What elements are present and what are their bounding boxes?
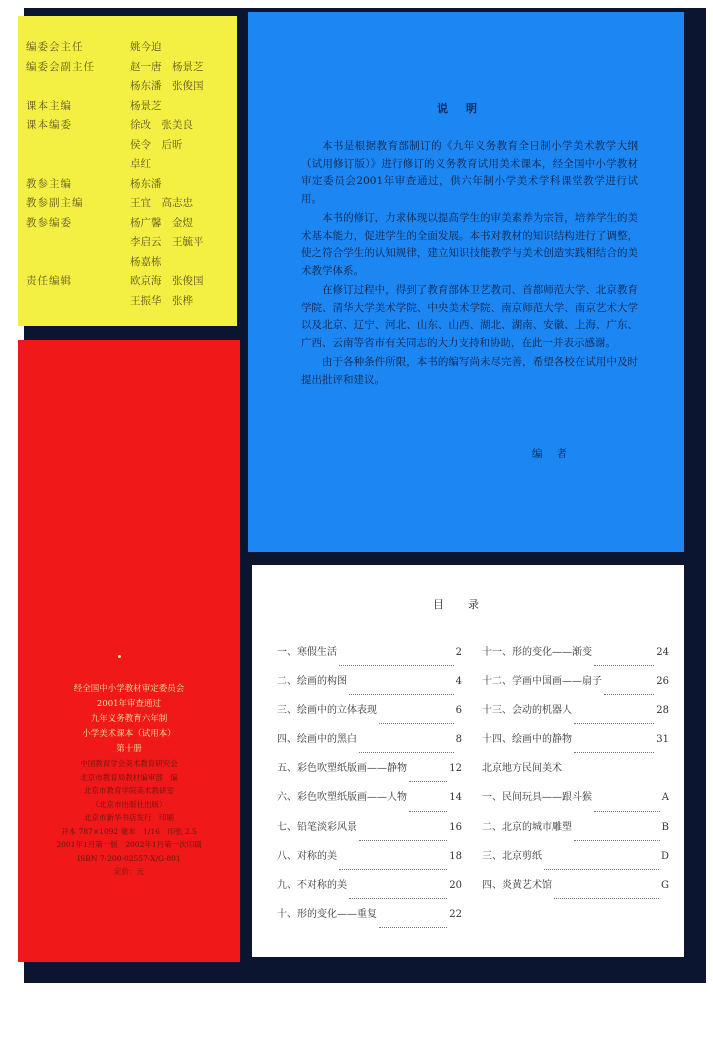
credit-role: 责任编辑: [26, 275, 72, 287]
explanation-signature: 编者: [532, 448, 581, 460]
toc-entry-label: 十二、学画中国画——扇子: [482, 676, 602, 688]
credit-role: 课本编委: [26, 119, 72, 131]
explanation-title: 说明: [437, 102, 495, 115]
credit-names: 侯令 后昕: [130, 138, 183, 151]
toc-entry-page: B: [661, 821, 669, 833]
credits-list: [26, 38, 231, 311]
toc-entry-label: 七、铅笔淡彩风景: [277, 821, 357, 833]
toc-entry-label: 六、彩色吹塑纸版画——人物: [277, 792, 407, 804]
toc-entry: [482, 673, 669, 702]
toc-leader-dots: [349, 877, 447, 899]
toc-leader-dots: [574, 702, 654, 724]
credit-role: 编委会主任: [26, 41, 84, 53]
toc-leader-dots: [339, 644, 454, 666]
imprint-detail-line: 定价：元: [114, 867, 144, 876]
toc-leader-dots: [349, 673, 454, 695]
credit-row: [26, 97, 231, 117]
toc-entry-label: 四、绘画中的黑白: [277, 734, 357, 746]
toc-entry: [482, 848, 669, 877]
credit-names: 杨东潘: [130, 177, 162, 190]
credit-row: [26, 58, 231, 78]
toc-entry-page: 28: [656, 705, 669, 717]
toc-right-column: [482, 644, 669, 906]
credit-role: 课本主编: [26, 99, 72, 112]
credit-role: [26, 77, 130, 97]
toc-entry-label: 十一、形的变化——渐变: [482, 647, 592, 658]
credit-names: 姚今迫: [130, 41, 162, 53]
toc-entry-label: 二、绘画的构图: [277, 676, 347, 688]
toc-leader-dots: [379, 906, 447, 928]
credit-names: 欧京海 张俊国: [130, 275, 204, 287]
toc-entry-label: 一、寒假生活: [277, 647, 337, 658]
explanation-body: [301, 138, 638, 391]
imprint-detail-line: 开本 787×1092 毫米 1/16 印张 2.5: [61, 826, 197, 836]
credit-row: [26, 194, 231, 214]
credit-role: [26, 292, 130, 312]
toc-leader-dots: [554, 877, 659, 899]
explanation-paragraph: 由于各种条件所限，本书的编写尚未尽完善，希望各校在试用中及时提出批评和建议。: [301, 356, 638, 386]
toc-leader-dots: [544, 848, 659, 870]
imprint-highlight-line: 经全国中小学教材审定委员会: [73, 684, 185, 694]
toc-entry-label: 四、炎黄艺术馆: [482, 879, 552, 891]
toc-entry-page: 20: [449, 879, 462, 891]
credit-row: [26, 233, 231, 253]
credit-row: [26, 116, 231, 136]
credit-row: [26, 292, 231, 312]
credit-role: 编委会副主任: [26, 60, 95, 73]
toc-entry-page: 14: [449, 792, 462, 804]
toc-entry-page: G: [661, 879, 669, 891]
toc-entry-page: 16: [449, 821, 462, 833]
credit-row: [26, 272, 231, 292]
toc-entry-page: 8: [455, 734, 462, 746]
toc-leader-dots: [379, 702, 454, 724]
toc-leader-dots: [574, 731, 654, 753]
toc-entry-page: 22: [449, 908, 462, 920]
imprint-detail-line: 北京市教育学院美术教研室: [84, 786, 174, 795]
toc-entry: [277, 848, 462, 877]
toc-entry: [277, 760, 462, 789]
credit-row: [26, 77, 231, 97]
toc-entry: [277, 789, 462, 818]
credit-role: [26, 253, 130, 273]
toc-entry: [482, 789, 669, 818]
imprint-detail-line: （北京市出版社出版）: [91, 799, 167, 809]
imprint-detail-line: 北京市新华书店发行 印刷: [84, 813, 174, 822]
toc-entry-page: 24: [656, 647, 669, 658]
toc-entry-page: 26: [656, 676, 669, 688]
toc-entry-label: 三、绘画中的立体表现: [277, 705, 377, 717]
credit-names: 杨东潘 张俊国: [130, 80, 204, 92]
imprint-highlight-line: 2001年审查通过: [96, 699, 162, 709]
explanation-paragraph: 在修订过程中，得到了教育部体卫艺教司、首都师范大学、北京教育学院、清华大学美术学院、中央美术学院、南京师范大学、南京艺术大学以及北京、辽宁、河北、山东、山西、湖北、湖南、安徽、上海、广东、广西、云南等省市有关同志的大力支持和协助，在此一并表示感谢。: [301, 284, 638, 349]
toc-left-column: [277, 644, 462, 935]
toc-entry-label: 十、形的变化——重复: [277, 908, 377, 920]
credit-role: 教参副主编: [26, 197, 84, 209]
toc-leader-dots: [574, 819, 660, 841]
toc-leader-dots: [359, 731, 454, 753]
right-margin: [706, 0, 713, 1037]
toc-entry: [277, 877, 462, 906]
credit-role: [26, 155, 130, 175]
imprint-detail-line: 2001年1月第一版 2002年1月第一次印刷: [56, 840, 202, 849]
decorative-dot: [118, 655, 121, 658]
toc-entry-page: 6: [455, 705, 462, 717]
toc-entry: [482, 644, 669, 673]
imprint-detail-line: ISBN 7-200-02557-X/G·801: [77, 853, 181, 863]
credit-role: 教参编委: [26, 216, 72, 229]
toc-leader-dots: [409, 789, 447, 811]
toc-entry: [277, 673, 462, 702]
imprint-highlight-line: 九年义务教育六年制: [90, 714, 168, 724]
toc-entry: [277, 731, 462, 760]
toc-entry-page: 12: [449, 763, 462, 775]
credit-role: [26, 136, 130, 156]
credit-names: 王宜 高志忠: [130, 197, 193, 209]
toc-entry-page: A: [661, 792, 669, 804]
toc-entry: [482, 819, 669, 848]
credit-names: 李启云 王毓平: [130, 236, 204, 248]
credit-role: [26, 233, 130, 253]
credit-names: 徐改 张美良: [130, 119, 193, 131]
toc-entry-label: 八、对称的美: [277, 850, 337, 862]
credit-row: [26, 38, 231, 58]
toc-leader-dots: [409, 760, 447, 782]
explanation-paragraph: 本书的修订，力求体现以提高学生的审美素养为宗旨，培养学生的美术基本能力，促进学生的全面发展。本书对教材的知识结构进行了调整，使之符合学生的认知规律，建立知识技能教学与美术创造实践相结合的美术教学体系。: [301, 212, 638, 277]
credit-row: [26, 155, 231, 175]
imprint-detail-line: 北京市教育局教材编审部 编: [80, 772, 178, 782]
toc-title: 目录: [433, 598, 503, 611]
toc-entry: [277, 644, 462, 673]
credit-row: [26, 214, 231, 234]
toc-entry-label: 十四、绘画中的静物: [482, 734, 572, 746]
credit-names: 杨景芝: [130, 99, 162, 112]
toc-entry-label: 十三、会动的机器人: [482, 705, 572, 717]
credit-row: [26, 136, 231, 156]
toc-entry: [277, 906, 462, 935]
toc-entry: [277, 819, 462, 848]
toc-entry: [482, 702, 669, 731]
credit-names: 王振华 张桦: [130, 294, 193, 307]
toc-entry-label: 二、北京的城市雕塑: [482, 821, 572, 833]
toc-entry-label: 九、不对称的美: [277, 879, 347, 891]
imprint-highlight-line: 第十册: [116, 744, 142, 754]
imprint-detail-line: 中国教育学会美术教育研究会: [80, 759, 178, 768]
toc-entry-page: D: [660, 850, 669, 862]
toc-leader-dots: [594, 644, 654, 666]
toc-entry: [482, 731, 669, 760]
imprint-block: [38, 682, 220, 879]
credit-role: 教参主编: [26, 177, 72, 190]
credit-names: 杨广馨 金煜: [130, 216, 193, 229]
credit-row: [26, 175, 231, 195]
toc-leader-dots: [339, 848, 447, 870]
explanation-paragraph: 本书是根据教育部制订的《九年义务教育全日制小学美术教学大纲（试用修订版）》进行修订的义务教育试用美术课本，经全国中小学教材审定委员会2001年审查通过，供六年制小学美术学科课堂教学进行试用。: [301, 140, 638, 205]
toc-entry-page: 18: [449, 850, 462, 862]
toc-leader-dots: [594, 789, 660, 811]
toc-leader-dots: [604, 673, 654, 695]
credit-names: 赵一唐 杨景芝: [130, 60, 204, 73]
credit-row: [26, 253, 231, 273]
toc-entry: [482, 877, 669, 906]
toc-entry-label: 一、民间玩具——跟斗猴: [482, 792, 592, 804]
imprint-highlight-line: 小学美术课本（试用本）: [82, 729, 176, 739]
credit-names: 杨嘉栋: [130, 255, 162, 268]
toc-entry-label: 五、彩色吹塑纸版画——静物: [277, 763, 407, 775]
toc-entry-label: 三、北京剪纸: [482, 850, 542, 862]
toc-entry-page: 31: [656, 734, 669, 746]
credit-names: 卓红: [130, 158, 151, 170]
toc-entry-page: 2: [455, 647, 462, 658]
toc-entry-page: 4: [455, 676, 462, 688]
toc-section-heading: 北京地方民间美术: [482, 763, 562, 775]
toc-leader-dots: [359, 819, 447, 841]
toc-entry: [277, 702, 462, 731]
